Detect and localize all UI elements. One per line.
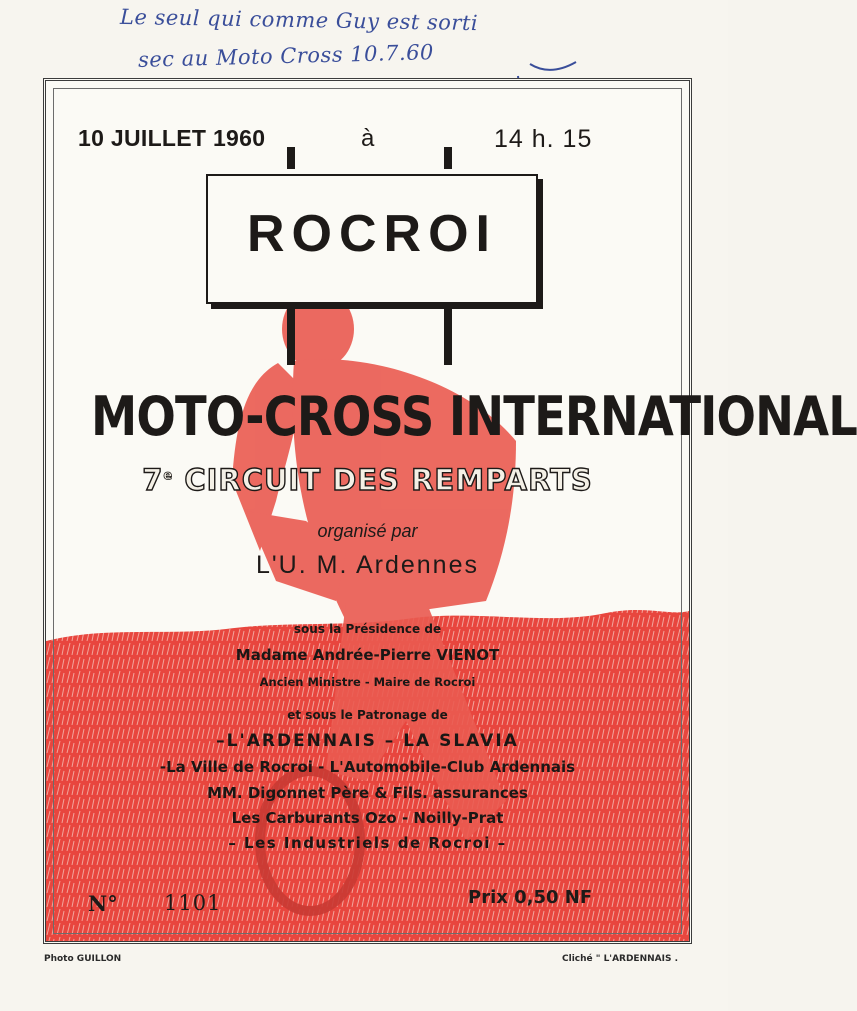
price: Prix 0,50 NF	[468, 887, 593, 908]
event-title: MOTO-CROSS INTERNATIONAL	[91, 385, 857, 448]
sign-post-left-top	[287, 147, 295, 169]
sponsor-line: Les Carburants Ozo - Noilly-Prat	[231, 809, 504, 827]
town-name: ROCROI	[247, 205, 497, 263]
ticket-number: 1101	[164, 891, 222, 915]
organised-by: organisé par	[317, 521, 418, 541]
town-sign	[206, 174, 538, 304]
photo-credit: Photo GUILLON	[44, 954, 122, 964]
event-date: 10 JUILLET 1960	[78, 125, 266, 151]
handwritten-line-2: sec au Moto Cross 10.7.60	[137, 40, 435, 72]
at-word: à	[361, 125, 375, 152]
president-name: Madame Andrée-Pierre VIENOT	[235, 646, 500, 664]
handwritten-line-1: Le seul qui comme Guy est sorti	[119, 4, 479, 36]
poster-frame	[43, 78, 857, 944]
subtitle-superscript: e	[163, 468, 174, 484]
patronage-label: et sous le Patronage de	[287, 708, 448, 722]
event-subtitle	[46, 463, 689, 497]
president-title: Ancien Ministre - Maire de Rocroi	[259, 675, 476, 689]
organizer-name: L'U. M. Ardennes	[256, 551, 479, 579]
event-time: 14 h. 15	[494, 125, 593, 153]
sponsor-line: –L'ARDENNAIS – LA SLAVIA	[216, 731, 519, 751]
number-label: N°	[88, 891, 118, 916]
presidence-label: sous la Présidence de	[293, 622, 442, 636]
sponsor-line: MM. Digonnet Père & Fils. assurances	[207, 784, 528, 802]
sign-post-left	[287, 303, 295, 365]
subtitle-text: CIRCUIT DES REMPARTS	[184, 463, 593, 497]
subtitle-ordinal: 7	[142, 463, 164, 497]
sponsor-line: -La Ville de Rocroi - L'Automobile-Club Ardennais	[159, 758, 576, 776]
cliche-credit: Cliché " L'ARDENNAIS .	[562, 954, 678, 964]
sign-post-right	[444, 303, 452, 365]
sign-post-right-top	[444, 147, 452, 169]
sponsor-line: – Les Industriels de Rocroi –	[228, 834, 507, 852]
